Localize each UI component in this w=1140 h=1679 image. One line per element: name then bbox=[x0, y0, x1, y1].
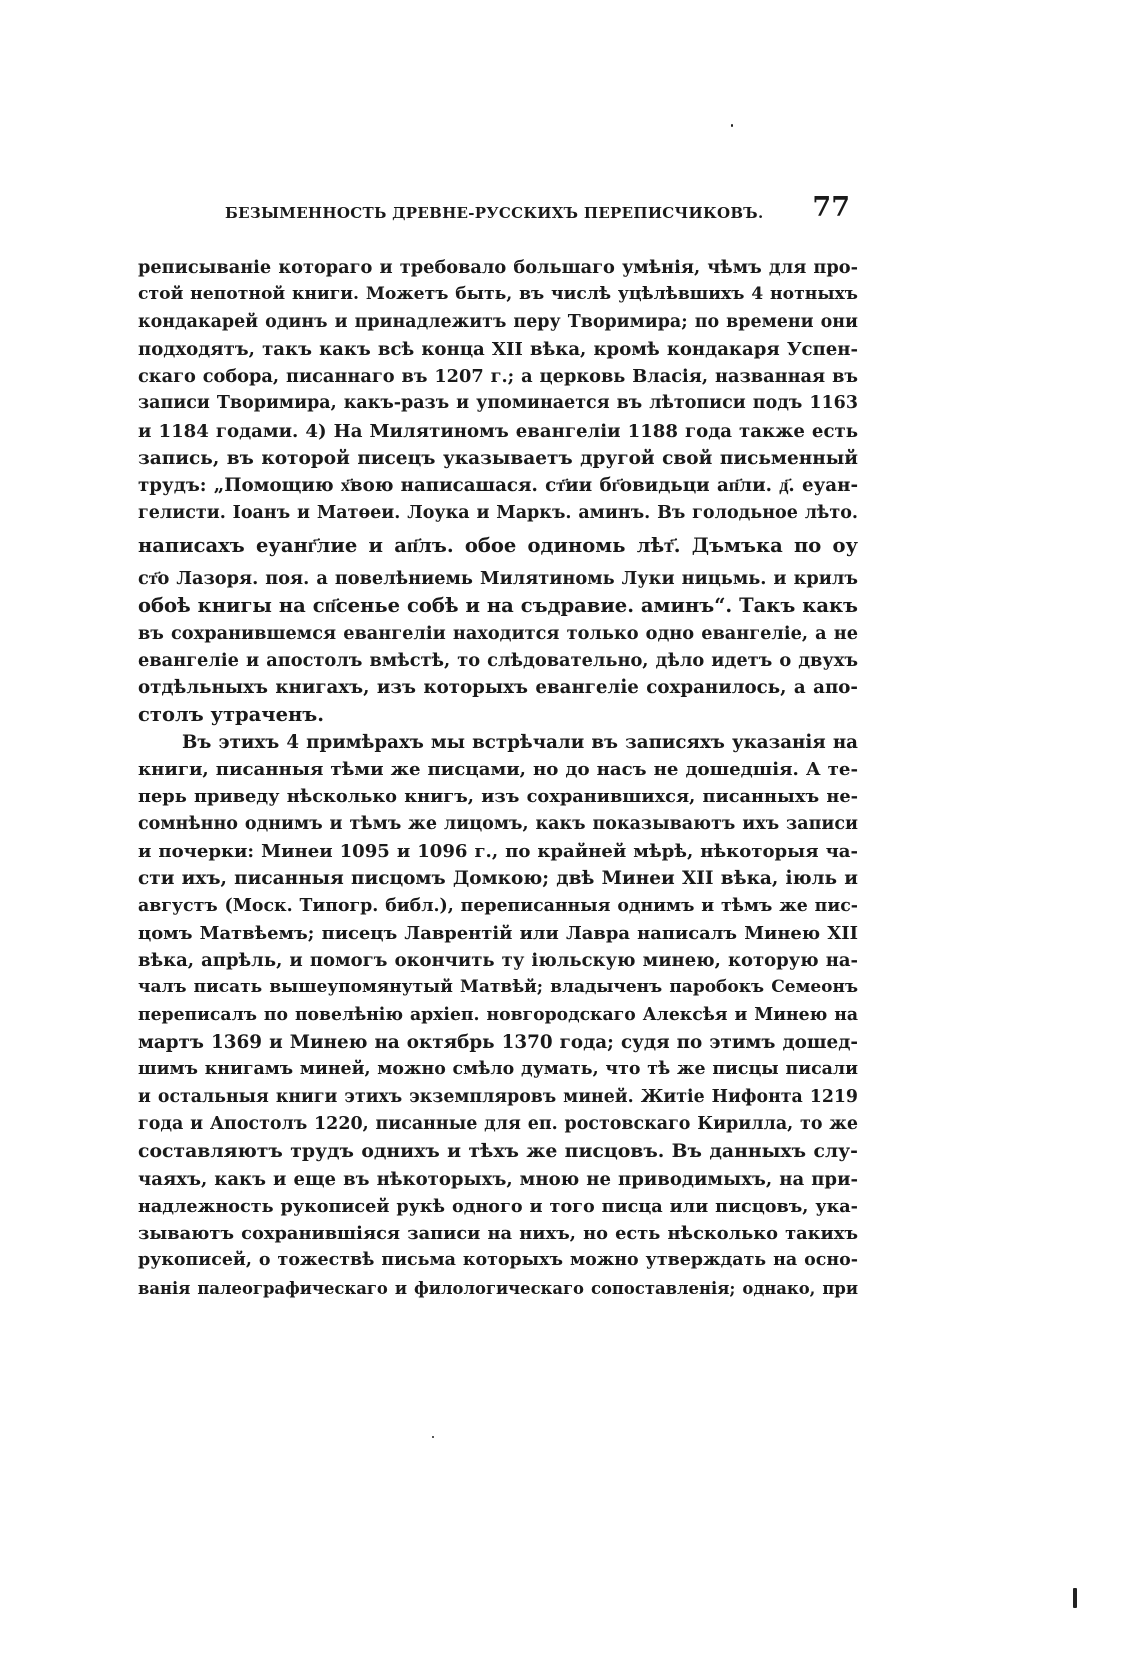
text-line: ст҃о Лазоря. поя. а повелѣниемь Милятиномь Луки ницьмь. и крилъ bbox=[138, 567, 858, 589]
paragraph-2 bbox=[138, 729, 858, 1302]
text-line: вѣка, апрѣль, и помогъ окончить ту іюльскую минею, которую на- bbox=[138, 950, 858, 972]
text-line: зываютъ сохранившіяся записи на нихъ, но есть нѣсколько такихъ bbox=[138, 1223, 858, 1245]
running-title: БЕЗЫМЕННОСТЬ ДРЕВНЕ-РУССКИХЪ ПЕРЕПИСЧИКОВЪ. bbox=[225, 204, 764, 222]
text-line: чаяхъ, какъ и еще въ нѣкоторыхъ, мною не приводимыхъ, на при- bbox=[138, 1168, 858, 1190]
text-line: отдѣльныхъ книгахъ, изъ которыхъ евангеліе сохранилось, а апо- bbox=[138, 677, 858, 699]
text-line: перь приведу нѣсколько книгъ, изъ сохранившихся, писанныхъ не- bbox=[138, 786, 858, 808]
text-line: скаго собора, писаннаго въ 1207 г.; а церковь Власія, названная въ bbox=[138, 366, 858, 388]
text-line: въ сохранившемся евангеліи находится только одно евангеліе, а не bbox=[138, 622, 858, 644]
text-line: трудъ: „Помощию х҃вою написашася. ст҃ии бг҃овидьци ап҃ли. д҃. еуан- bbox=[138, 475, 858, 497]
text-line: надлежность рукописей рукѣ одного и того писца или писцовъ, ука- bbox=[138, 1195, 858, 1217]
text-line: цомъ Матвѣемъ; писецъ Лаврентій или Лавра написалъ Минею XII bbox=[138, 922, 858, 944]
page-header bbox=[130, 192, 850, 232]
scan-speck bbox=[1073, 1588, 1077, 1608]
text-line: шимъ книгамъ миней, можно смѣло думать, что тѣ же писцы писали bbox=[138, 1059, 858, 1080]
text-line: написахъ еуанг҃лие и ап҃лъ. обое одиномь лѣт҃. Дъмъка по оу bbox=[138, 533, 858, 557]
text-line: и остальныя книги этихъ экземпляровъ миней. Житіе Нифонта 1219 bbox=[138, 1086, 858, 1107]
text-line: мартъ 1369 и Минею на октябрь 1370 года; судя по этимъ дошед- bbox=[138, 1032, 858, 1054]
text-line: записи Творимира, какъ-разъ и упоминается въ лѣтописи подъ 1163 bbox=[138, 393, 858, 414]
text-line: Въ этихъ 4 примѣрахъ мы встрѣчали въ записяхъ указанія на bbox=[182, 731, 858, 753]
text-line: рукописей, о тожествѣ письма которыхъ можно утверждать на осно- bbox=[138, 1250, 858, 1271]
text-line: сомнѣнно однимъ и тѣмъ же лицомъ, какъ показываютъ ихъ записи bbox=[138, 813, 858, 834]
text-line: августъ (Моск. Типогр. библ.), переписанныя однимъ и тѣмъ же пис- bbox=[138, 895, 858, 916]
text-line: года и Апостолъ 1220, писанные для еп. ростовскаго Кирилла, то же bbox=[138, 1113, 858, 1134]
text-line: сти ихъ, писанныя писцомъ Домкою; двѣ Минеи XII вѣка, іюль и bbox=[138, 868, 858, 890]
paragraph-1 bbox=[138, 254, 858, 729]
scan-speck bbox=[432, 1436, 434, 1438]
text-line: запись, въ которой писецъ указываетъ другой свой письменный bbox=[138, 448, 858, 470]
text-line: и почерки: Минеи 1095 и 1096 г., по крайней мѣрѣ, нѣкоторыя ча- bbox=[138, 840, 858, 862]
text-line: евангеліе и апостолъ вмѣстѣ, то слѣдовательно, дѣло идетъ о двухъ bbox=[138, 649, 858, 671]
text-line: реписываніе котораго и требовало большаго умѣнія, чѣмъ для про- bbox=[138, 257, 858, 278]
text-line: столъ утраченъ. bbox=[138, 703, 324, 727]
text-line: подходятъ, такъ какъ всѣ конца XII вѣка, кромѣ кондакаря Успен- bbox=[138, 338, 858, 360]
text-line: книги, писанныя тѣми же писцами, но до насъ не дошедшія. А те- bbox=[138, 759, 858, 781]
body-text bbox=[138, 254, 858, 1302]
page-number: 77 bbox=[812, 192, 850, 223]
text-line: переписалъ по повелѣнію архіеп. новгородскаго Алексѣя и Минею на bbox=[138, 1004, 858, 1025]
text-line: и 1184 годами. 4) На Милятиномъ евангеліи 1188 года также есть bbox=[138, 420, 858, 442]
text-line: кондакарей одинъ и принадлежитъ перу Творимира; по времени они bbox=[138, 311, 858, 332]
text-line: чалъ писать вышеупомянутый Матвѣй; владыченъ паробокъ Семеонъ bbox=[138, 977, 858, 998]
text-line: гелисти. Іоанъ и Матөеи. Лоука и Маркъ. аминъ. Въ голодьное лѣто. bbox=[138, 502, 858, 523]
text-line: составляютъ трудъ однихъ и тѣхъ же писцовъ. Въ данныхъ слу- bbox=[138, 1140, 858, 1163]
text-line: ванія палеографическаго и филологическаго сопоставленія; однако, при bbox=[138, 1278, 858, 1298]
text-line: обоѣ книгы на сп҃сенье собѣ и на съдравие. аминъ“. Такъ какъ bbox=[138, 594, 858, 618]
scan-speck bbox=[731, 124, 733, 127]
text-line: стой непотной книги. Можетъ быть, въ числѣ уцѣлѣвшихъ 4 нотныхъ bbox=[138, 284, 858, 305]
